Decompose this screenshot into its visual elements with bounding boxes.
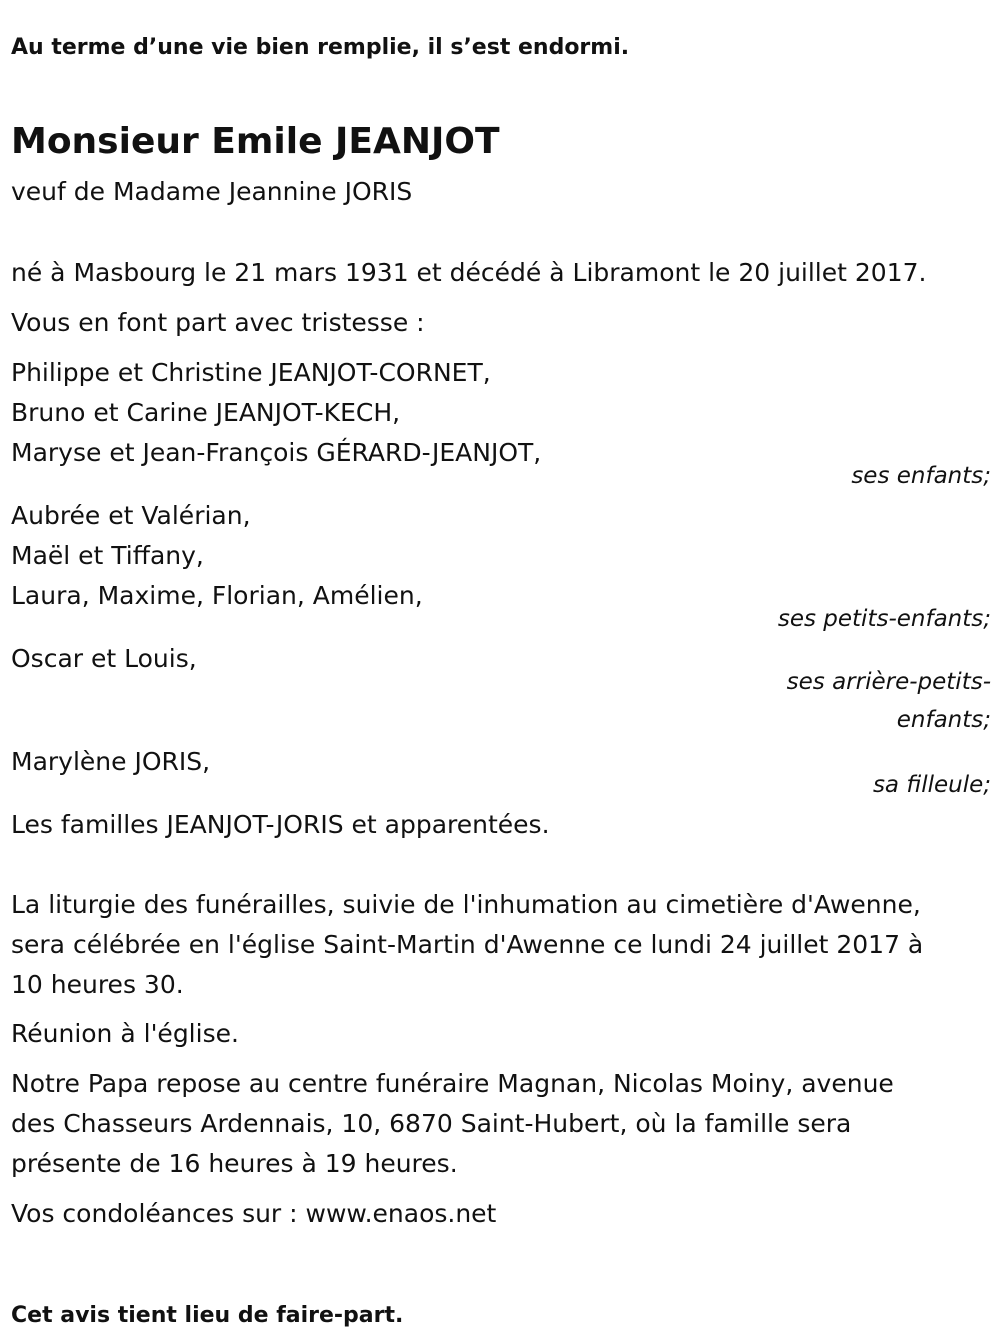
birth-death-section xyxy=(11,253,991,293)
family-line: Philippe et Christine JEANJOT-CORNET, xyxy=(11,358,491,387)
rest-section xyxy=(11,1064,991,1184)
grandchildren-section xyxy=(11,496,991,616)
family-line: Laura, Maxime, Florian, Amélien, xyxy=(11,581,423,610)
funeral-line: La liturgie des funérailles, suivie de l'inhumation au cimetière d'Awenne, xyxy=(11,890,921,919)
children-section xyxy=(11,353,991,473)
reunion-text: Réunion à l'église. xyxy=(11,1019,239,1048)
role-label: enfants; xyxy=(896,707,991,733)
rest-line: présente de 16 heures à 19 heures. xyxy=(11,1149,458,1178)
great-grandchildren-role xyxy=(11,663,991,739)
families-section xyxy=(11,805,991,845)
condolences-text: Vos condoléances sur : www.enaos.net xyxy=(11,1199,497,1228)
grandchildren-role xyxy=(11,600,991,638)
spouse-text: veuf de Madame Jeannine JORIS xyxy=(11,177,413,206)
funeral-line: 10 heures 30. xyxy=(11,970,184,999)
family-line: Maryse et Jean-François GÉRARD-JEANJOT, xyxy=(11,438,542,467)
role-label: ses enfants; xyxy=(851,463,991,489)
rest-line: des Chasseurs Ardennais, 10, 6870 Saint-Hubert, où la famille sera xyxy=(11,1109,852,1138)
announce-section xyxy=(11,303,991,343)
role-label: sa filleule; xyxy=(872,772,991,798)
family-line: Aubrée et Valérian, xyxy=(11,501,251,530)
rest-line: Notre Papa repose au centre funéraire Magnan, Nicolas Moiny, avenue xyxy=(11,1069,894,1098)
goddaughter-role xyxy=(11,766,991,804)
role-label: ses petits-enfants; xyxy=(777,606,991,632)
announce-text: Vous en font part avec tristesse : xyxy=(11,308,425,337)
intro-text: Au terme d’une vie bien remplie, il s’est endormi. xyxy=(11,35,630,60)
funeral-section xyxy=(11,885,991,1005)
deceased-name: Monsieur Emile JEANJOT xyxy=(11,121,500,162)
condolences-section xyxy=(11,1194,991,1234)
family-line: Maël et Tiffany, xyxy=(11,541,204,570)
children-role xyxy=(11,457,991,495)
family-line: Bruno et Carine JEANJOT-KECH, xyxy=(11,398,401,427)
birth-death-text: né à Masbourg le 21 mars 1931 et décédé à Libramont le 20 juillet 2017. xyxy=(11,258,927,287)
families-text: Les familles JEANJOT-JORIS et apparentées. xyxy=(11,810,550,839)
family-line: Marylène JORIS, xyxy=(11,747,211,776)
spouse-section xyxy=(11,172,991,212)
funeral-line: sera célébrée en l'église Saint-Martin d'Awenne ce lundi 24 juillet 2017 à xyxy=(11,930,924,959)
reunion-section xyxy=(11,1014,991,1054)
role-label: ses arrière-petits- xyxy=(786,669,991,695)
family-line: Oscar et Louis, xyxy=(11,644,197,673)
closing-text: Cet avis tient lieu de faire-part. xyxy=(11,1303,404,1328)
